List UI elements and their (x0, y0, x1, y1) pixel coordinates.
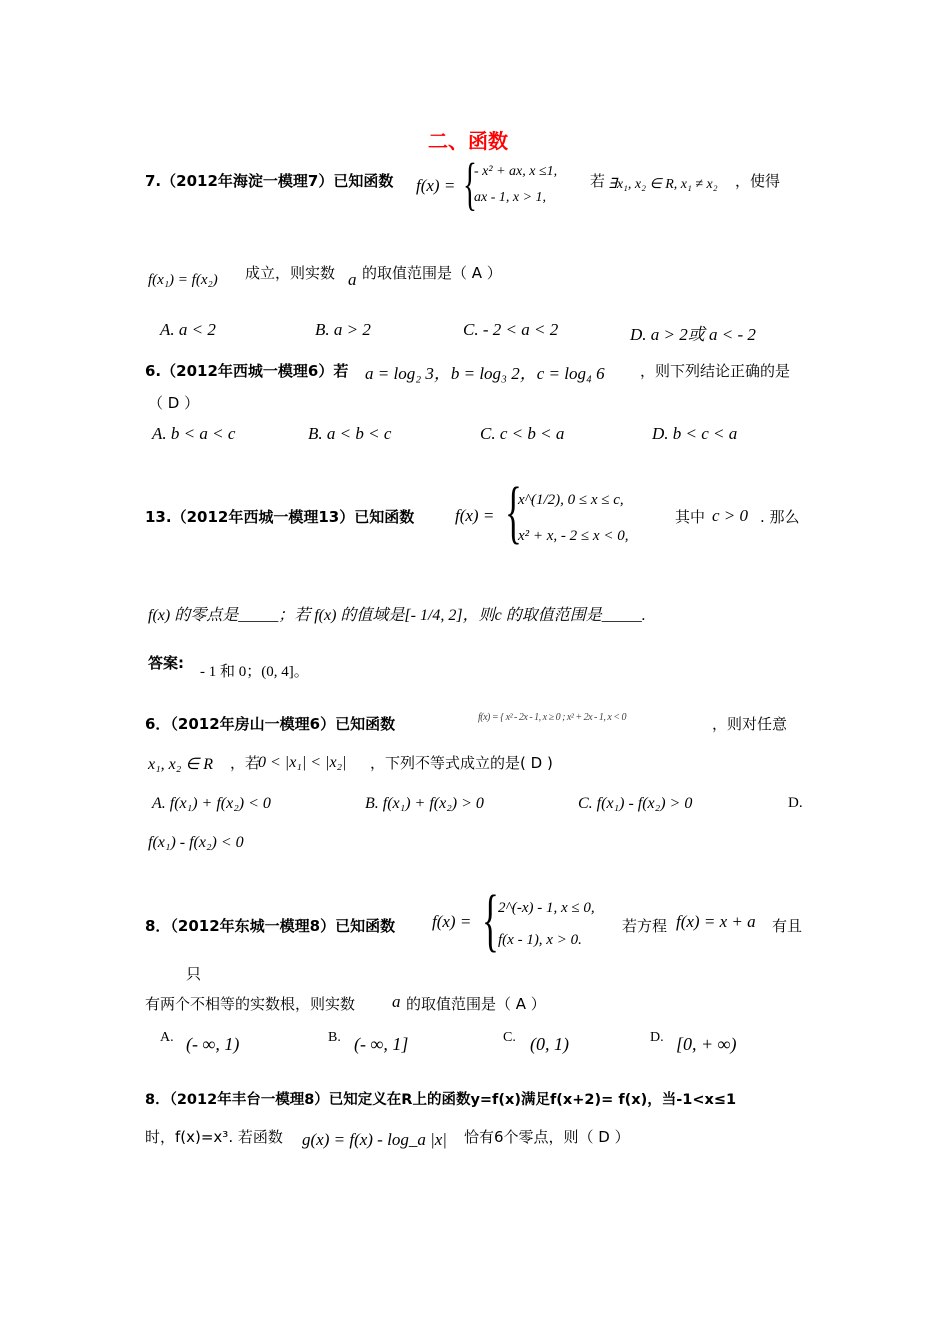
q7-brace: { (463, 151, 477, 216)
q6b-header: 6．（2012年房山一模理6）已知函数 (145, 715, 396, 733)
q8a-option-b: (- ∞, 1] (354, 1034, 409, 1054)
q13-answer-value: - 1 和 0；(0, 4]。 (200, 664, 309, 680)
q8a-option-d-label: D. (650, 1030, 664, 1045)
q7-option-a: A. a < 2 (160, 320, 216, 339)
q7-line2-var: a (348, 270, 357, 289)
q8a-header: 8．（2012年东城一模理8）已知函数 (145, 917, 396, 935)
q8a-option-c-label: C. (503, 1030, 516, 1045)
q6b-option-b: B. f(x₁) + f(x₂) > 0 (365, 795, 484, 812)
q6a-tail: ，则下列结论正确的是 (640, 362, 791, 380)
q8a-case2: f(x - 1), x > 0. (498, 932, 582, 948)
q8a-option-d: [0, + ∞) (676, 1034, 737, 1054)
q7-cond-prefix: 若 (590, 172, 606, 190)
q13-line2: f(x) 的零点是_____；若 f(x) 的值域是[- 1/4, 2]，则c 的取值范围是_____. (148, 607, 646, 624)
q6b-option-c: C. f(x₁) - f(x₂) > 0 (578, 795, 693, 812)
q8a-line3: 有两个不相等的实数根，则实数 (145, 995, 356, 1013)
q7-option-c: C. - 2 < a < 2 (463, 320, 559, 339)
q6b-line2-text: ，若 (230, 754, 261, 772)
q7-option-b: B. a > 2 (315, 320, 371, 339)
q7-line2-math: f(x₁) = f(x₂) (148, 272, 218, 288)
q6a-option-b: B. a < b < c (308, 424, 392, 443)
q6b-line2-cond: 0 < |x₁| < |x₂| (258, 754, 347, 771)
q6b-line2-end: ，下列不等式成立的是( D ) (370, 754, 553, 772)
q7-case2: ax - 1, x > 1, (474, 190, 547, 205)
q6b-option-d-expr: f(x₁) - f(x₂) < 0 (148, 834, 244, 851)
q6a-option-c: C. c < b < a (480, 424, 565, 443)
q6b-line2-math: x₁, x₂ ∈ R (148, 756, 214, 773)
q8a-line3-var: a (392, 992, 401, 1011)
q7-option-d: D. a > 2或 a < - 2 (630, 325, 756, 344)
q7-line2-text: 成立，则实数 (245, 264, 336, 282)
q13-answer-label: 答案: (148, 654, 184, 672)
q8a-line3-end: 的取值范围是（ A ） (406, 995, 546, 1013)
q6a-option-d: D. b < c < a (652, 424, 738, 443)
q6b-option-a: A. f(x₁) + f(x₂) < 0 (152, 795, 271, 812)
q7-fx: f(x) = (416, 176, 456, 195)
q8a-fx: f(x) = (432, 912, 472, 931)
q7-header: 7.（2012年海淀一模理7）已知函数 (145, 172, 394, 190)
q6a-expr: a = log₂ 3，b = log₃ 2，c = log₄ 6 (365, 364, 605, 383)
q7-cond-suffix: ，使得 (735, 172, 781, 190)
q8b-line2-text: 时，f(x)=x³. 若函数 (145, 1128, 283, 1146)
q8b-line2-end: 恰有6个零点，则（ D ） (464, 1128, 630, 1146)
q7-cond: ∃x₁, x₂ ∈ R, x₁ ≠ x₂ (608, 177, 718, 192)
q6b-fx-garbled: f(x) = { x² - 2x - 1, x ≥ 0 ; x² + 2x - 1, x < 0 (478, 712, 627, 723)
q8b-line2-math: g(x) = f(x) - log_a |x| (302, 1130, 447, 1149)
q8b-line1: 8．（2012年丰台一模理8）已知定义在R上的函数y=f(x)满足f(x+2)= f(x)，当-1<x≤1 (145, 1092, 737, 1108)
q13-tail-prefix: 其中 (675, 508, 706, 526)
q13-case2: x² + x, - 2 ≤ x < 0, (518, 528, 629, 544)
q13-tail-suffix: . 那么 (760, 508, 800, 526)
q8a-option-c: (0, 1) (530, 1034, 569, 1054)
q6a-option-a: A. b < a < c (152, 424, 236, 443)
q8a-tail-eq: f(x) = x + a (676, 912, 756, 931)
q6a-header: 6.（2012年西城一模理6）若 (145, 362, 349, 380)
q7-line2-end: 的取值范围是（ A ） (362, 264, 502, 282)
q8a-option-a-label: A. (160, 1030, 174, 1045)
q13-fx: f(x) = (455, 506, 495, 525)
q8a-case1: 2^(-x) - 1, x ≤ 0, (498, 900, 595, 916)
q6b-option-d-label: D. (788, 795, 803, 811)
q6b-tail: ，则对任意 (712, 715, 788, 733)
q6a-answer: （ D ） (148, 394, 200, 412)
q7-case1: - x² + ax, x ≤1, (474, 164, 558, 179)
q13-case1: x^(1/2), 0 ≤ x ≤ c, (518, 492, 624, 508)
q13-header: 13.（2012年西城一模理13）已知函数 (145, 508, 415, 526)
q8a-tail: 若方程 (622, 917, 668, 935)
q13-brace: { (505, 474, 522, 551)
q8a-brace: { (482, 882, 499, 959)
page-title: 二、函数 (428, 129, 508, 153)
q8a-line2: 只 (186, 965, 202, 983)
q13-tail-cond: c > 0 (712, 506, 749, 525)
q8a-option-b-label: B. (328, 1030, 341, 1045)
q8a-tail-end: 有且 (772, 917, 803, 935)
q8a-option-a: (- ∞, 1) (186, 1034, 240, 1054)
